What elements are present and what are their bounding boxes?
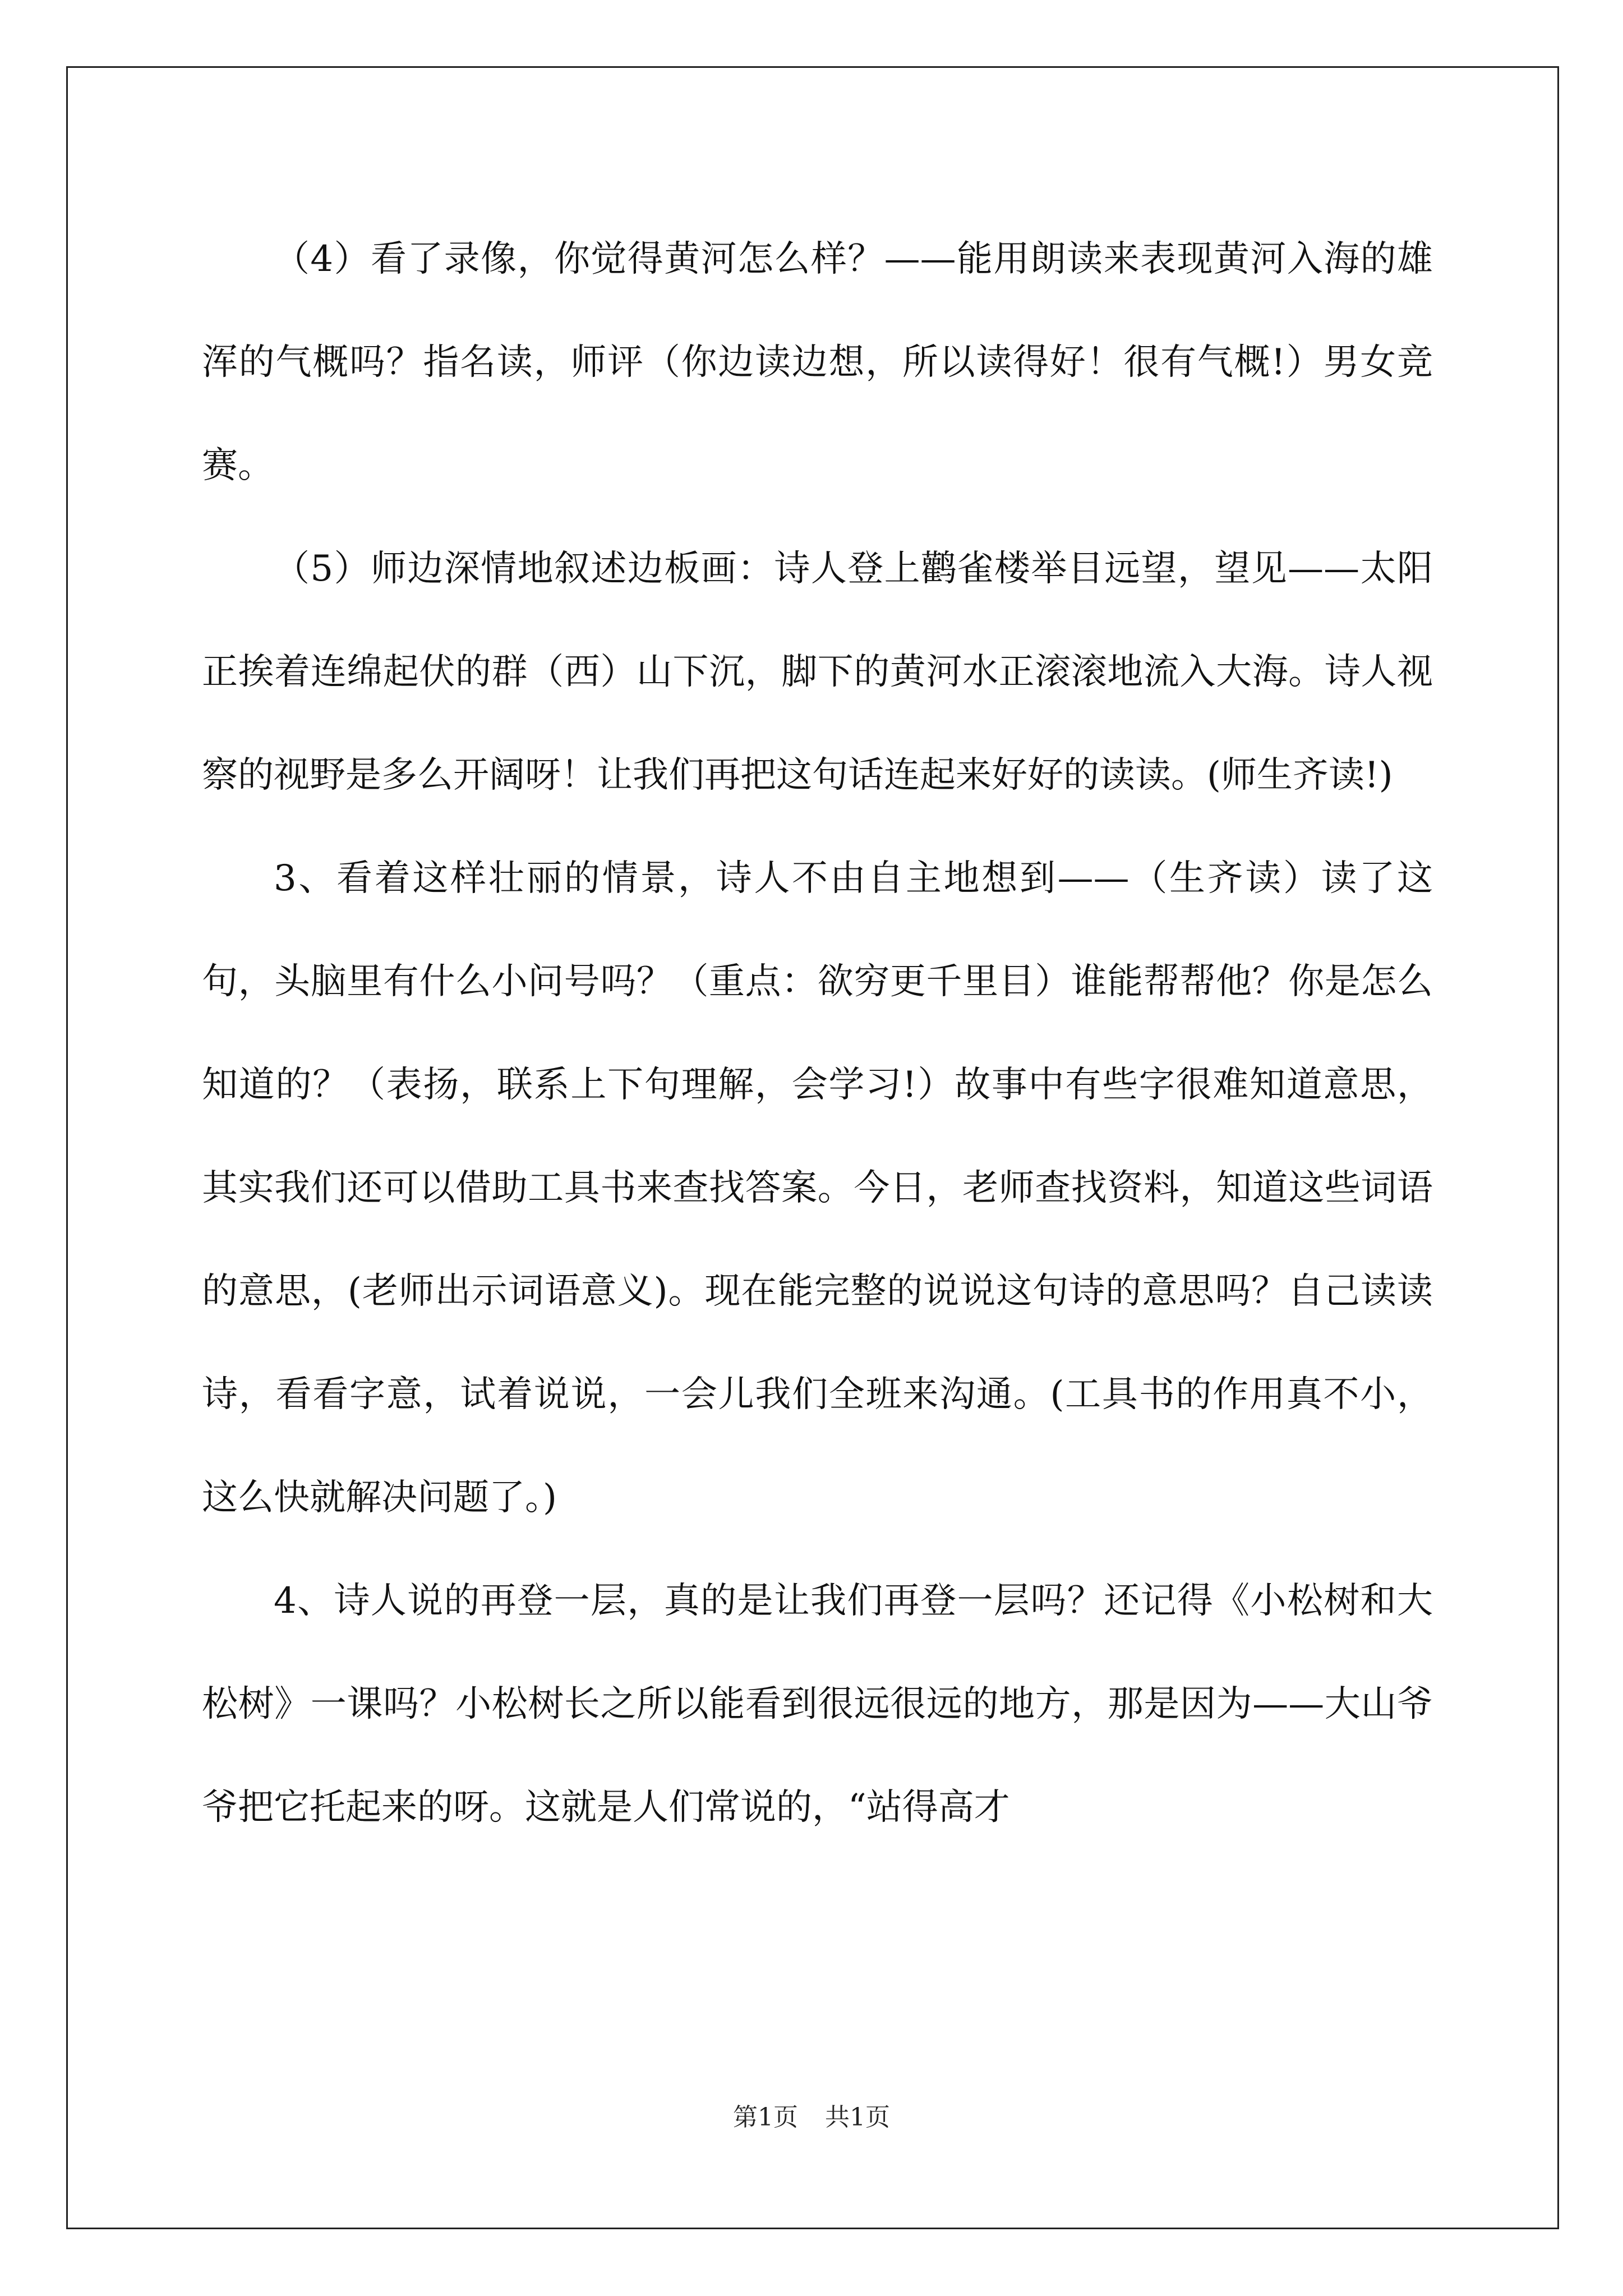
paragraph-5: （5）师边深情地叙述边板画：诗人登上鹳雀楼举目远望，望见——太阳正挨着连绵起伏的群（西）山下沉，脚下的黄河水正滚滚地流入大海。诗人视察的视野是多么开阔呀！让我们再把这句话连起来好好的读读。(师生齐读!) xyxy=(202,548,1433,796)
page-footer xyxy=(0,2101,1623,2134)
paragraph-step-3: 3、看着这样壮丽的情景，诗人不由自主地想到——（生齐读）读了这句，头脑里有什么小问号吗？（重点：欲穷更千里目）谁能帮帮他？你是怎么知道的？（表扬，联系上下句理解，会学习!）故事中有些字很难知道意思，其实我们还可以借助工具书来查找答案。今日，老师查找资料，知道这些词语的意思，(老师出示词语意义)。现在能完整的说说这句诗的意思吗？自己读读诗，看看字意，试着说说，一会儿我们全班来沟通。(工具书的作用真不小，这么快就解决问题了。) xyxy=(202,858,1433,1519)
paragraph-step-4: 4、诗人说的再登一层，真的是让我们再登一层吗？还记得《小松树和大松树》一课吗？小松树长之所以能看到很远很远的地方，那是因为——大山爷爷把它托起来的呀。这就是人们常说的，“站得高才 xyxy=(202,1580,1433,1828)
paragraph-4: （4）看了录像，你觉得黄河怎么样？——能用朗读来表现黄河入海的雄浑的气概吗？指名读，师评（你边读边想，所以读得好！很有气概!）男女竞赛。 xyxy=(202,238,1433,486)
document-body xyxy=(202,208,1433,1859)
page-total: 共1页 xyxy=(825,2103,890,2132)
page-number: 第1页 xyxy=(733,2103,798,2132)
